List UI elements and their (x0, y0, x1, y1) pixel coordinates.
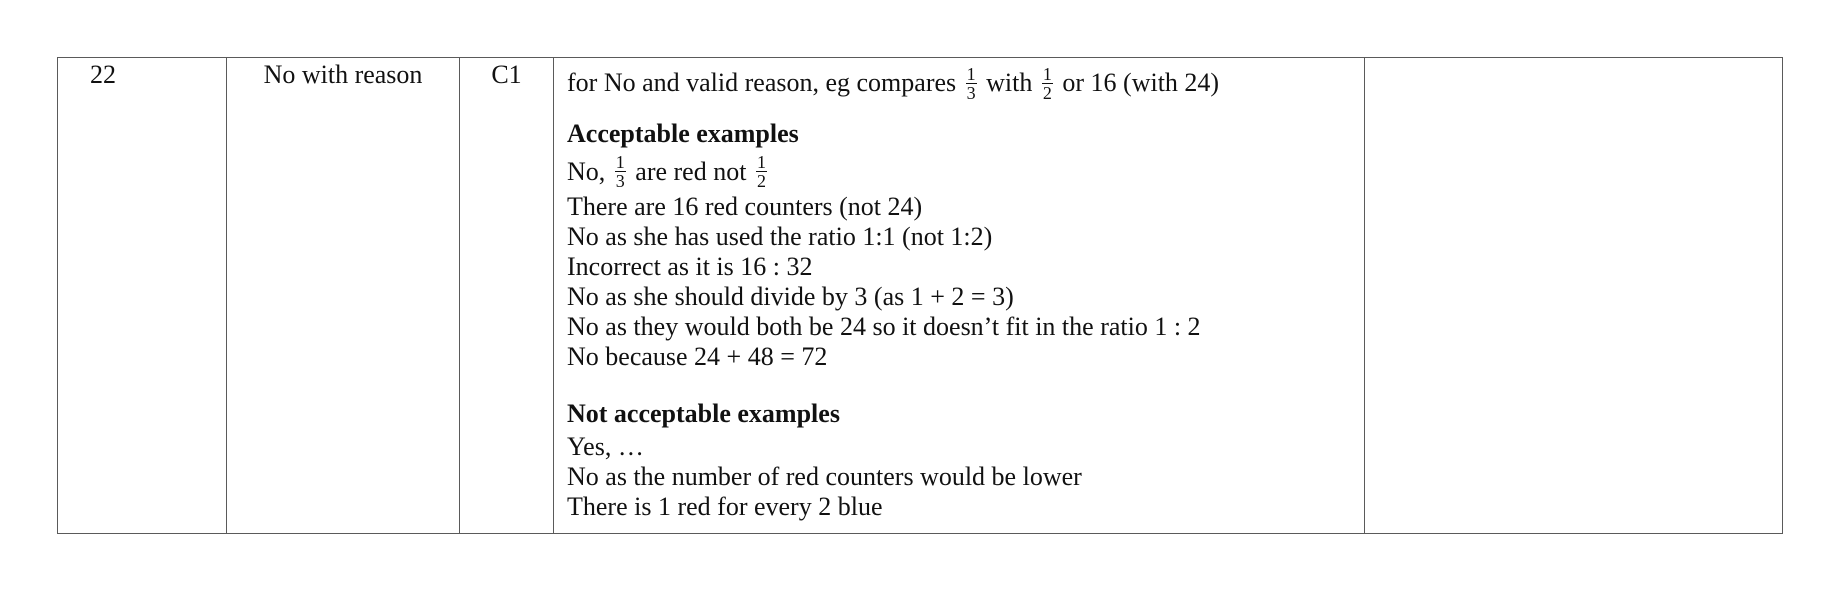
fraction-numerator: 1 (1042, 63, 1052, 84)
acceptable-example: No as they would both be 24 so it doesn’t fit in the ratio 1 : 2 (567, 312, 1201, 342)
acceptable-heading: Acceptable examples (567, 118, 799, 148)
not-acceptable-example: No as the number of red counters would be lower (567, 462, 1082, 492)
fraction-one-half (1042, 65, 1053, 102)
not-acceptable-example: Yes, … (567, 432, 644, 462)
criterion-line (567, 63, 1364, 104)
question-number-cell (58, 58, 227, 534)
spacer (567, 372, 1364, 398)
table-row (58, 58, 1783, 534)
additional-guidance-cell (1365, 58, 1783, 534)
fraction-denominator: 2 (756, 171, 766, 192)
fraction-one-third (615, 153, 626, 190)
acceptable-first-mid: are red not (635, 156, 747, 186)
answer-text: No with reason (263, 60, 423, 89)
question-number: 22 (90, 60, 116, 89)
acceptable-example: No because 24 + 48 = 72 (567, 342, 828, 372)
spacer (567, 104, 1364, 118)
criterion-prefix: for No and valid reason, eg compares (567, 68, 957, 97)
fraction-denominator: 3 (615, 171, 625, 192)
acceptable-example-fraction (567, 152, 1364, 193)
not-acceptable-example: There is 1 red for every 2 blue (567, 492, 883, 522)
mark-scheme-table (57, 57, 1783, 534)
fraction-numerator: 1 (756, 152, 766, 173)
mark-cell (460, 58, 554, 534)
acceptable-example: Incorrect as it is 16 : 32 (567, 252, 813, 282)
acceptable-example: There are 16 red counters (not 24) (567, 192, 923, 222)
fraction-numerator: 1 (615, 152, 625, 173)
mark-code: C1 (491, 60, 522, 89)
fraction-one-half (756, 153, 767, 190)
acceptable-example: No as she should divide by 3 (as 1 + 2 = 3) (567, 282, 1014, 312)
not-acceptable-heading: Not acceptable examples (567, 399, 840, 429)
fraction-denominator: 2 (1042, 82, 1052, 103)
fraction-one-third (966, 65, 977, 102)
criterion-suffix: or 16 (with 24) (1062, 68, 1220, 97)
guidance-cell (554, 58, 1365, 534)
fraction-denominator: 3 (966, 82, 976, 103)
acceptable-first-prefix: No, (567, 156, 606, 186)
acceptable-example: No as she has used the ratio 1:1 (not 1:2) (567, 222, 993, 252)
fraction-numerator: 1 (966, 63, 976, 84)
criterion-mid: with (986, 68, 1033, 97)
answer-cell (227, 58, 460, 534)
